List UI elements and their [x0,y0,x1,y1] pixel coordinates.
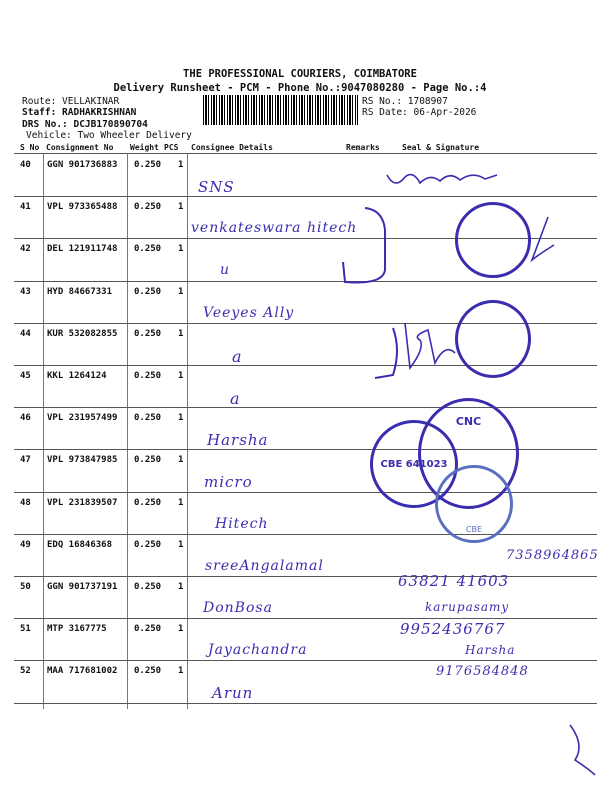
row-consignment: EDQ 16846368 [47,539,113,550]
barcode [203,95,358,125]
row-sno: 40 [20,160,31,170]
col-seal: Seal & Signature [402,143,480,152]
row-weight: 0.250 [134,666,162,677]
handwritten-consignee: Arun [212,684,254,703]
signature-phone: 9176584848 [436,664,529,679]
row-consignment: VPL 973847985 [47,455,118,466]
row-consignment: GGN 901737191 [47,582,118,592]
handwritten-consignee: Hitech [215,515,269,532]
handwritten-consignee: venkateswara hitech [191,220,358,237]
row-pcs: 1 [178,666,184,677]
row-sno: 46 [20,413,31,424]
vehicle-label: Vehicle: Two Wheeler Delivery [26,130,192,141]
row-sno: 45 [20,371,31,381]
row-divider [14,576,597,577]
row-pcs: 1 [178,371,184,381]
row-sno: 51 [20,624,31,635]
row-consignment: HYD 84667331 [47,286,113,297]
row-pcs: 1 [178,455,184,466]
row-weight: 0.250 [134,624,162,635]
bracket-scribble [335,200,395,400]
ink-mark [560,720,600,780]
signature-phone: 63821 41603 [398,572,510,590]
row-consignment: MAA 717681002 [47,666,118,677]
row-consignment: KKL 1264124 [47,371,107,381]
row-pcs: 1 [178,582,184,592]
signature-phone: 7358964865 [506,548,599,563]
row-sno: 48 [20,497,31,508]
row-weight: 0.250 [134,455,162,466]
drs-number: DRS No.: DCJB170890704 [22,119,148,130]
row-sno: 44 [20,328,31,339]
row-weight: 0.250 [134,328,162,339]
seal-stamp [455,300,531,378]
row-sno: 49 [20,539,31,550]
row-pcs: 1 [178,244,184,255]
header-rule [14,153,597,154]
grid-line [43,153,44,709]
signature-name: karupasamy [425,600,510,614]
row-consignment: VPL 973365488 [47,202,118,213]
col-pcs: PCS [164,143,179,152]
row-consignment: VPL 231839507 [47,497,118,508]
row-sno: 47 [20,455,31,466]
row-weight: 0.250 [134,202,162,213]
staff-label: Staff: RADHAKRISHNAN [22,107,137,118]
row-pcs: 1 [178,624,184,635]
row-weight: 0.250 [134,244,162,255]
row-divider [14,703,597,704]
row-sno: 41 [20,202,31,213]
row-divider [14,281,597,282]
runsheet-subtitle: Delivery Runsheet - PCM - Phone No.:9047080280 - Page No.:4 [113,82,487,94]
grid-line [187,153,188,709]
col-sno: S No [20,143,40,152]
row-weight: 0.250 [134,371,162,381]
seal-stamp-cbe: CBE 641023 [370,420,458,508]
row-consignment: GGN 901736883 [47,160,118,170]
row-consignment: KUR 532082855 [47,328,118,339]
col-remarks: Remarks [346,143,380,152]
col-weight: Weight [130,143,159,152]
row-pcs: 1 [178,413,184,424]
signature-scribble [385,165,505,195]
rs-number: RS No.: 1708907 [362,96,448,107]
signature-scribble [400,318,460,373]
row-pcs: 1 [178,286,184,297]
handwritten-consignee: Harsha [207,431,269,450]
row-sno: 43 [20,286,31,297]
signature-name: Harsha [465,643,516,657]
row-sno: 50 [20,582,31,592]
row-sno: 52 [20,666,31,677]
row-divider [14,618,597,619]
row-weight: 0.250 [134,539,162,550]
handwritten-consignee: sreeAngalamal [205,557,324,574]
col-consignee: Consignee Details [191,143,273,152]
company-title: THE PROFESSIONAL COURIERS, COIMBATORE [183,68,417,80]
route-label: Route: VELLAKINAR [22,96,120,107]
handwritten-consignee: DonBosa [203,600,273,616]
seal-stamp [455,202,531,278]
handwritten-consignee: u [220,262,231,279]
row-sno: 42 [20,244,31,255]
row-pcs: 1 [178,497,184,508]
seal-stamp-cnc: CNC [418,398,519,509]
col-consignment: Consignment No [46,143,114,152]
row-pcs: 1 [178,328,184,339]
handwritten-consignee: a [230,389,241,408]
signature-phone: 9952436767 [400,620,506,638]
row-divider [14,534,597,535]
handwritten-consignee: micro [204,473,253,492]
signature-scribble [528,215,558,265]
row-pcs: 1 [178,160,184,170]
row-consignment: MTP 3167775 [47,624,107,635]
row-weight: 0.250 [134,160,162,170]
row-divider [14,407,597,408]
row-weight: 0.250 [134,582,162,592]
row-weight: 0.250 [134,286,162,297]
row-pcs: 1 [178,202,184,213]
handwritten-consignee: SNS [198,178,235,196]
row-divider [14,660,597,661]
grid-line [127,153,128,709]
handwritten-consignee: Veeyes Ally [203,304,295,321]
handwritten-consignee: Jayachandra [208,642,308,659]
seal-stamp-cbe-small: CBE [435,465,513,543]
rs-date: RS Date: 06-Apr-2026 [362,107,477,118]
row-weight: 0.250 [134,413,162,424]
row-weight: 0.250 [134,497,162,508]
row-consignment: DEL 121911748 [47,244,118,255]
row-divider [14,196,597,197]
handwritten-consignee: a [232,346,243,366]
row-consignment: VPL 231957499 [47,413,118,424]
row-pcs: 1 [178,539,184,550]
